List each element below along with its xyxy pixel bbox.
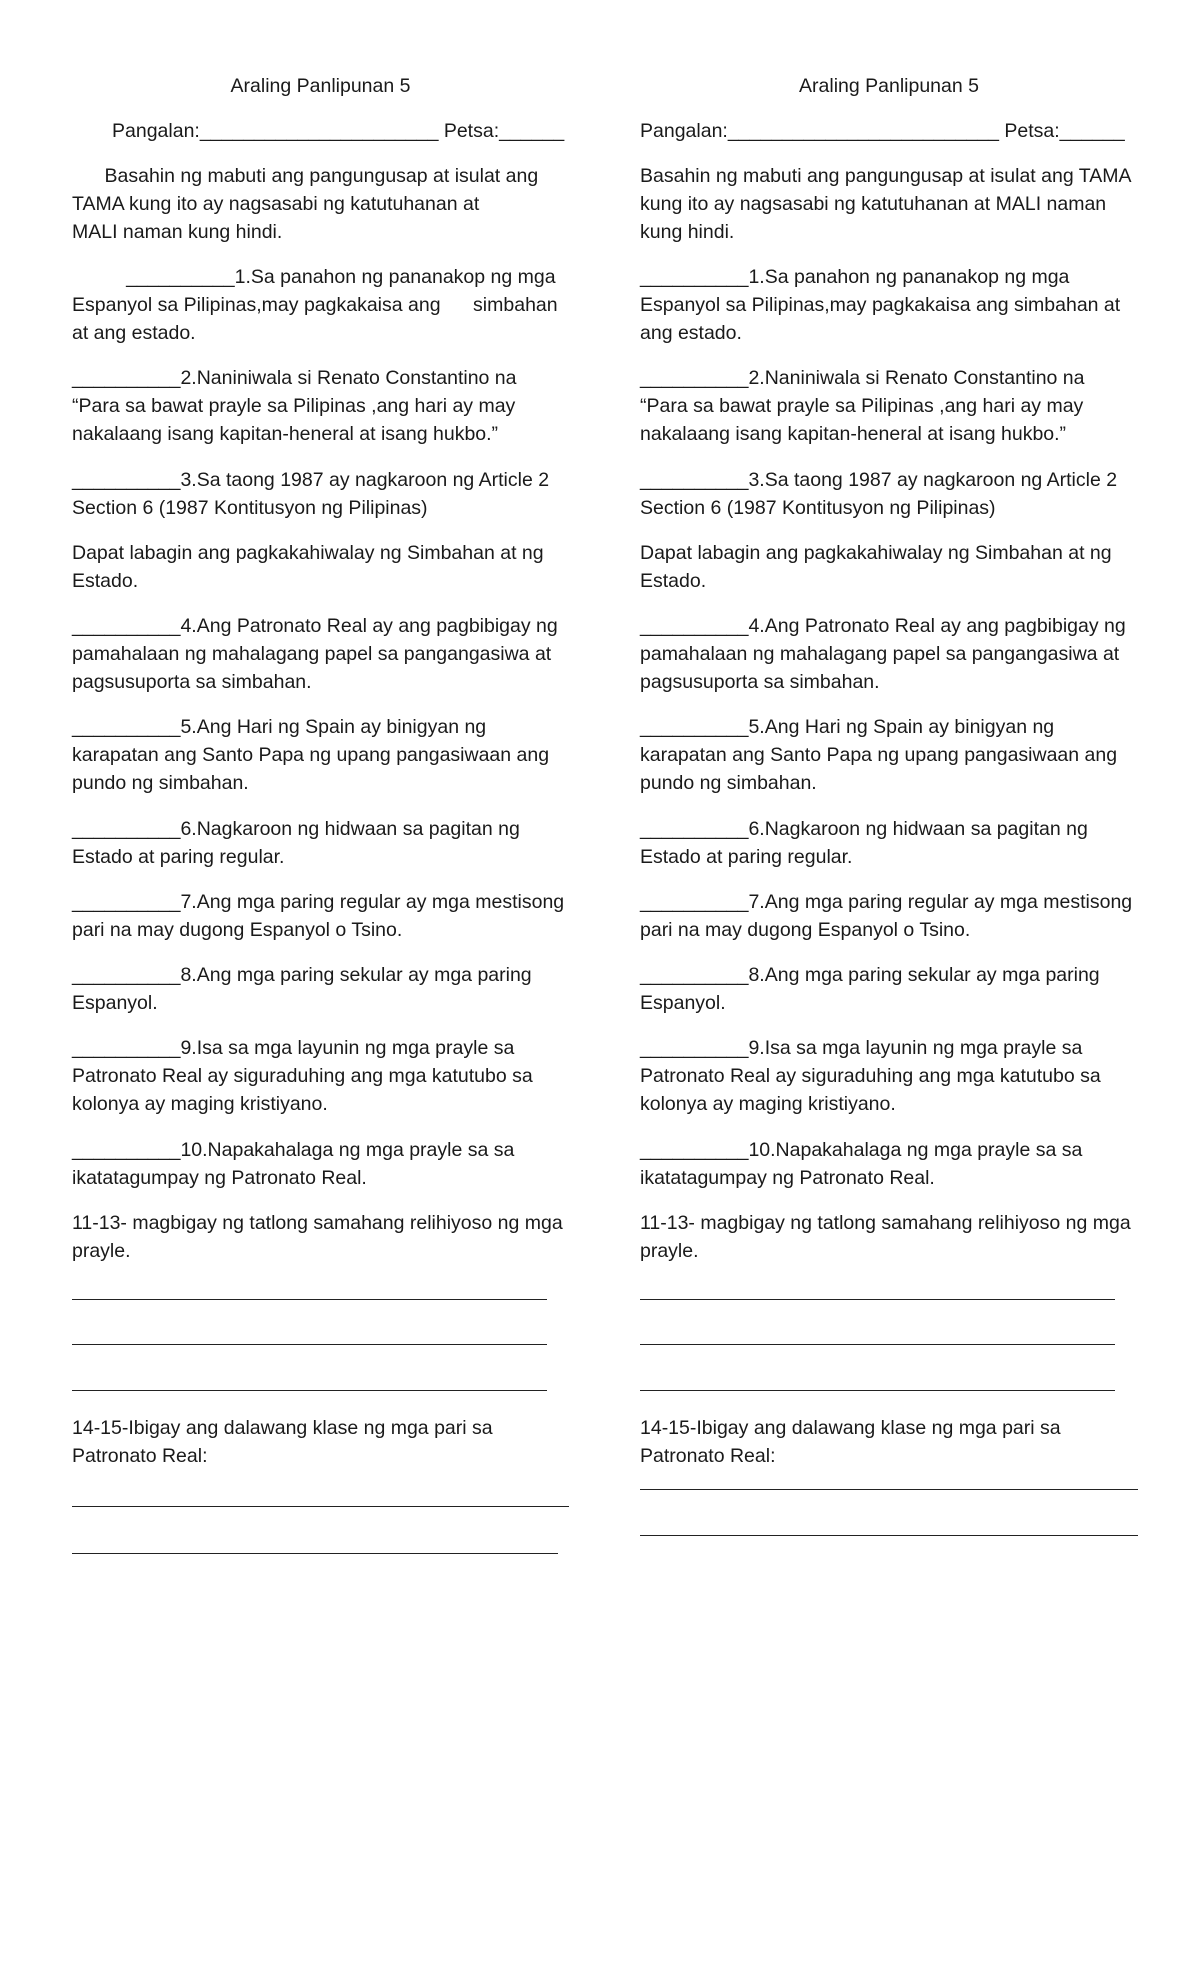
question-3-statement: Estado. (72, 570, 139, 592)
question-1-line: at ang estado. (72, 322, 196, 344)
answer-line[interactable] (640, 1535, 1138, 1536)
instructions-line: TAMA kung ito ay nagsasabi ng katutuhanan at (72, 193, 480, 215)
question-3-statement: Dapat labagin ang pagkakahiwalay ng Simbahan at ng (640, 542, 1112, 564)
question-7-line[interactable]: __________7.Ang mga paring regular ay mga mestisong (72, 891, 565, 913)
question-2-line: “Para sa bawat prayle sa Pilipinas ,ang hari ay may (72, 395, 516, 417)
question-4-line[interactable]: __________4.Ang Patronato Real ay ang pagbibigay ng (72, 615, 558, 637)
answer-line[interactable] (640, 1489, 1138, 1490)
question-2-line[interactable]: __________2.Naniniwala si Renato Constantino na (640, 367, 1085, 389)
worksheet-title: Araling Panlipunan 5 (799, 75, 979, 97)
instructions-line: MALI naman kung hindi. (72, 221, 283, 243)
question-11-13-line: 11-13- magbigay ng tatlong samahang relihiyoso ng mga (72, 1212, 563, 1234)
question-1-line: Espanyol sa Pilipinas,may pagkakaisa ang simbahan (72, 294, 558, 316)
answer-line[interactable] (72, 1390, 547, 1391)
question-6-line[interactable]: __________6.Nagkaroon ng hidwaan sa pagitan ng (640, 818, 1088, 840)
question-5-line[interactable]: __________5.Ang Hari ng Spain ay binigyan ng (72, 716, 487, 738)
question-7-line: pari na may dugong Espanyol o Tsino. (72, 919, 403, 941)
answer-line[interactable] (72, 1299, 547, 1300)
question-1-line[interactable]: __________1.Sa panahon ng pananakop ng mga (72, 266, 556, 288)
question-10-line[interactable]: __________10.Napakahalaga ng mga prayle sa sa (640, 1139, 1083, 1161)
name-date-line[interactable]: Pangalan:______________________ Petsa:______ (112, 120, 565, 142)
question-11-13-line: prayle. (640, 1240, 699, 1262)
question-4-line: pagsusuporta sa simbahan. (640, 671, 880, 693)
name-date-line[interactable]: Pangalan:_________________________ Petsa:______ (640, 120, 1125, 142)
question-10-line: ikatatagumpay ng Patronato Real. (640, 1167, 935, 1189)
question-3-statement: Dapat labagin ang pagkakahiwalay ng Simbahan at ng (72, 542, 544, 564)
question-3-statement: Estado. (640, 570, 707, 592)
answer-line[interactable] (72, 1506, 569, 1507)
question-10-line: ikatatagumpay ng Patronato Real. (72, 1167, 367, 1189)
question-2-line[interactable]: __________2.Naniniwala si Renato Constantino na (72, 367, 517, 389)
question-3-line: Section 6 (1987 Kontitusyon ng Pilipinas) (72, 497, 428, 519)
question-14-15-line: Patronato Real: (72, 1445, 208, 1467)
question-9-line: Patronato Real ay siguraduhing ang mga katutubo sa (72, 1065, 533, 1087)
answer-line[interactable] (640, 1390, 1115, 1391)
question-7-line[interactable]: __________7.Ang mga paring regular ay mga mestisong (640, 891, 1133, 913)
question-11-13-line: prayle. (72, 1240, 131, 1262)
question-5-line: karapatan ang Santo Papa ng upang pangasiwaan ang (640, 744, 1118, 766)
question-4-line: pagsusuporta sa simbahan. (72, 671, 312, 693)
question-14-15-line: Patronato Real: (640, 1445, 776, 1467)
question-1-line: Espanyol sa Pilipinas,may pagkakaisa ang simbahan at (640, 294, 1121, 316)
question-5-line[interactable]: __________5.Ang Hari ng Spain ay binigyan ng (640, 716, 1055, 738)
question-5-line: pundo ng simbahan. (72, 772, 249, 794)
question-6-line[interactable]: __________6.Nagkaroon ng hidwaan sa pagitan ng (72, 818, 520, 840)
instructions-line: kung hindi. (640, 221, 735, 243)
question-8-line[interactable]: __________8.Ang mga paring sekular ay mga paring (72, 964, 532, 986)
question-14-15-line: 14-15-Ibigay ang dalawang klase ng mga pari sa (640, 1417, 1061, 1439)
question-5-line: karapatan ang Santo Papa ng upang pangasiwaan ang (72, 744, 550, 766)
question-7-line: pari na may dugong Espanyol o Tsino. (640, 919, 971, 941)
question-3-line[interactable]: __________3.Sa taong 1987 ay nagkaroon ng Article 2 (72, 469, 550, 491)
question-9-line: Patronato Real ay siguraduhing ang mga katutubo sa (640, 1065, 1101, 1087)
worksheet-title: Araling Panlipunan 5 (230, 75, 411, 97)
question-1-line[interactable]: __________1.Sa panahon ng pananakop ng mga (640, 266, 1070, 288)
answer-line[interactable] (72, 1553, 558, 1554)
question-6-line: Estado at paring regular. (72, 846, 285, 868)
answer-line[interactable] (72, 1344, 547, 1345)
question-9-line[interactable]: __________9.Isa sa mga layunin ng mga prayle sa (72, 1037, 515, 1059)
question-4-line[interactable]: __________4.Ang Patronato Real ay ang pagbibigay ng (640, 615, 1126, 637)
question-14-15-line: 14-15-Ibigay ang dalawang klase ng mga pari sa (72, 1417, 493, 1439)
answer-line[interactable] (640, 1344, 1115, 1345)
question-3-line[interactable]: __________3.Sa taong 1987 ay nagkaroon ng Article 2 (640, 469, 1118, 491)
question-6-line: Estado at paring regular. (640, 846, 853, 868)
question-11-13-line: 11-13- magbigay ng tatlong samahang relihiyoso ng mga (640, 1212, 1131, 1234)
question-1-line: ang estado. (640, 322, 742, 344)
question-8-line: Espanyol. (72, 992, 158, 1014)
question-8-line: Espanyol. (640, 992, 726, 1014)
question-4-line: pamahalaan ng mahalagang papel sa pangangasiwa at (72, 643, 552, 665)
instructions-line: Basahin ng mabuti ang pangungusap at isulat ang (72, 165, 539, 187)
question-9-line: kolonya ay maging kristiyano. (640, 1093, 896, 1115)
instructions-line: kung ito ay nagsasabi ng katutuhanan at MALI naman (640, 193, 1107, 215)
question-2-line: nakalaang isang kapitan-heneral at isang hukbo.” (640, 423, 1067, 445)
answer-line[interactable] (640, 1299, 1115, 1300)
question-4-line: pamahalaan ng mahalagang papel sa pangangasiwa at (640, 643, 1120, 665)
question-5-line: pundo ng simbahan. (640, 772, 817, 794)
question-8-line[interactable]: __________8.Ang mga paring sekular ay mga paring (640, 964, 1100, 986)
question-9-line: kolonya ay maging kristiyano. (72, 1093, 328, 1115)
question-3-line: Section 6 (1987 Kontitusyon ng Pilipinas) (640, 497, 996, 519)
question-9-line[interactable]: __________9.Isa sa mga layunin ng mga prayle sa (640, 1037, 1083, 1059)
question-10-line[interactable]: __________10.Napakahalaga ng mga prayle sa sa (72, 1139, 515, 1161)
question-2-line: “Para sa bawat prayle sa Pilipinas ,ang hari ay may (640, 395, 1084, 417)
question-2-line: nakalaang isang kapitan-heneral at isang hukbo.” (72, 423, 499, 445)
instructions-line: Basahin ng mabuti ang pangungusap at isulat ang TAMA (640, 165, 1132, 187)
